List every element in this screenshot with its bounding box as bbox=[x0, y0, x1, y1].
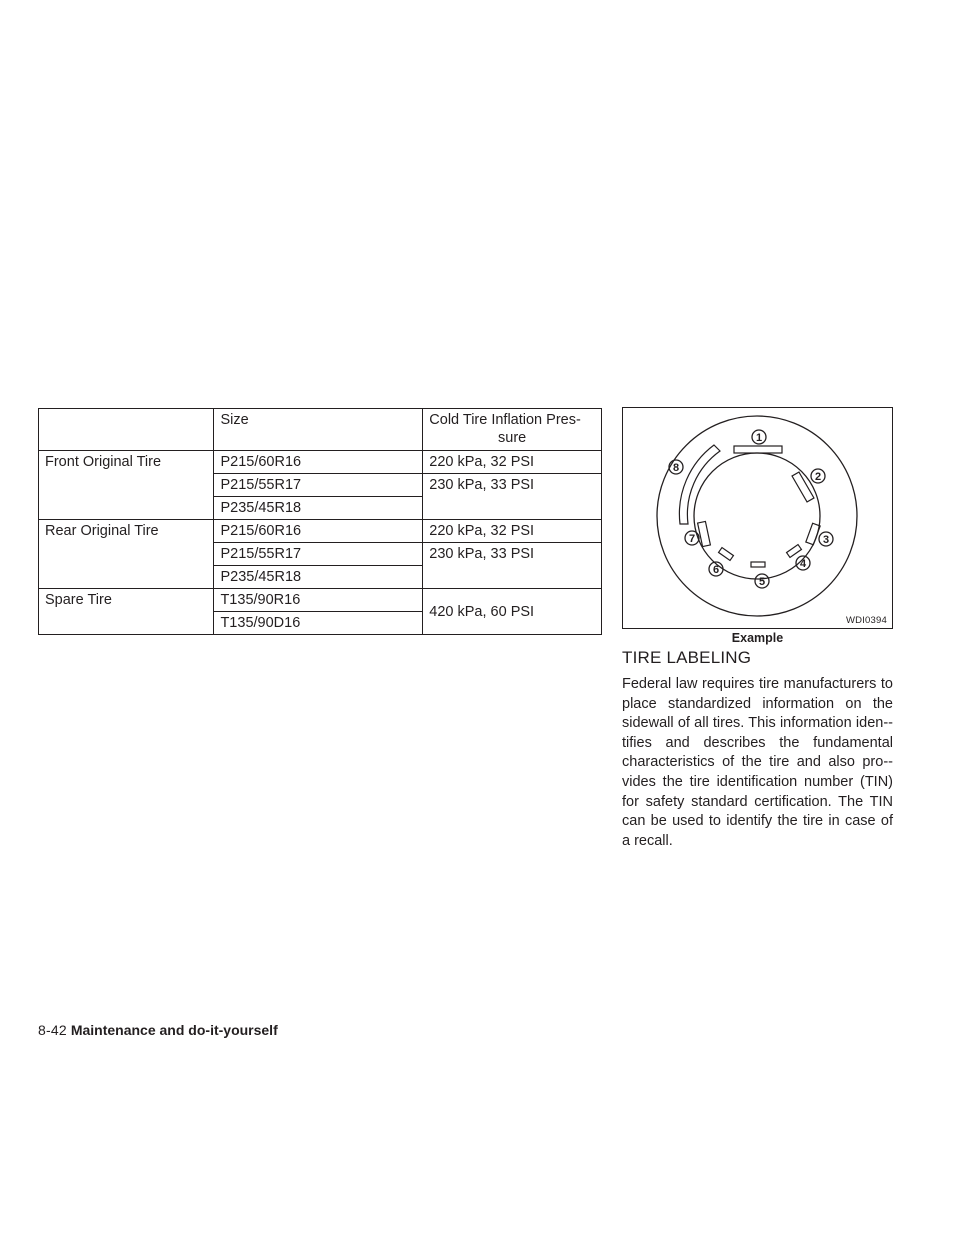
svg-text:1: 1 bbox=[755, 432, 763, 444]
cell-size: P215/55R17 bbox=[214, 474, 423, 497]
row-position-front: Front Original Tire bbox=[39, 451, 214, 520]
svg-text:8: 8 bbox=[672, 462, 680, 474]
cell-pressure: 420 kPa, 60 PSI bbox=[423, 589, 602, 635]
cell-size: P215/60R16 bbox=[214, 520, 423, 543]
label-mark-5 bbox=[751, 562, 765, 567]
table-row bbox=[39, 520, 602, 543]
section-title: TIRE LABELING bbox=[622, 648, 752, 667]
cell-pressure: 230 kPa, 33 PSI bbox=[423, 543, 602, 589]
page-number: 8-42 bbox=[38, 1022, 67, 1038]
header-size: Size bbox=[214, 409, 423, 451]
cell-size: P215/55R17 bbox=[214, 543, 423, 566]
header-position bbox=[39, 409, 214, 451]
chapter-title: Maintenance and do-it-yourself bbox=[70, 1022, 278, 1038]
label-mark-1 bbox=[734, 446, 782, 453]
callout-2 bbox=[811, 469, 825, 483]
header-pressure-line1: Cold Tire Inflation Pres- bbox=[429, 412, 581, 428]
page-footer bbox=[38, 1022, 278, 1038]
callout-1 bbox=[752, 430, 766, 444]
header-pressure-line2: sure bbox=[498, 430, 527, 446]
cell-pressure: 220 kPa, 32 PSI bbox=[423, 451, 602, 474]
callout-8 bbox=[669, 460, 683, 474]
header-pressure bbox=[423, 409, 602, 451]
cell-pressure: 230 kPa, 33 PSI bbox=[423, 474, 602, 520]
callout-5 bbox=[755, 574, 769, 588]
table-row bbox=[39, 451, 602, 474]
cell-size: P215/60R16 bbox=[214, 451, 423, 474]
callout-3 bbox=[819, 532, 833, 546]
cell-pressure: 220 kPa, 32 PSI bbox=[423, 520, 602, 543]
body-paragraph: Federal law requires tire manufacturers to place standardized information on the sidewall of all tires. This information iden-tifies and describes the fundamental characteristics of the tire and also pro-vides the tire identification number (TIN) for safety standard certification. The TIN can be used to identify the tire in case of a recall. bbox=[622, 676, 893, 849]
table-row bbox=[39, 589, 602, 612]
label-mark-4 bbox=[787, 545, 802, 558]
table-header-row bbox=[39, 409, 602, 451]
cell-size: P235/45R18 bbox=[214, 497, 423, 520]
row-position-spare: Spare Tire bbox=[39, 589, 214, 635]
figure-caption: Example bbox=[731, 631, 784, 645]
tire-diagram bbox=[623, 408, 892, 628]
label-mark-6 bbox=[719, 548, 734, 561]
row-position-rear: Rear Original Tire bbox=[39, 520, 214, 589]
svg-text:2: 2 bbox=[814, 471, 822, 483]
callout-7 bbox=[685, 531, 699, 545]
svg-text:3: 3 bbox=[822, 534, 830, 546]
svg-text:4: 4 bbox=[799, 558, 807, 570]
callout-6 bbox=[709, 562, 723, 576]
figure-code: WDI0394 bbox=[845, 615, 887, 626]
cell-size: T135/90R16 bbox=[214, 589, 423, 612]
svg-text:7: 7 bbox=[688, 533, 696, 545]
cell-size: P235/45R18 bbox=[214, 566, 423, 589]
svg-text:6: 6 bbox=[712, 564, 720, 576]
tire-sidewall-figure bbox=[622, 407, 893, 629]
svg-text:5: 5 bbox=[758, 576, 766, 588]
tire-pressure-table bbox=[38, 408, 602, 635]
label-mark-8 bbox=[679, 445, 720, 524]
cell-size: T135/90D16 bbox=[214, 612, 423, 635]
